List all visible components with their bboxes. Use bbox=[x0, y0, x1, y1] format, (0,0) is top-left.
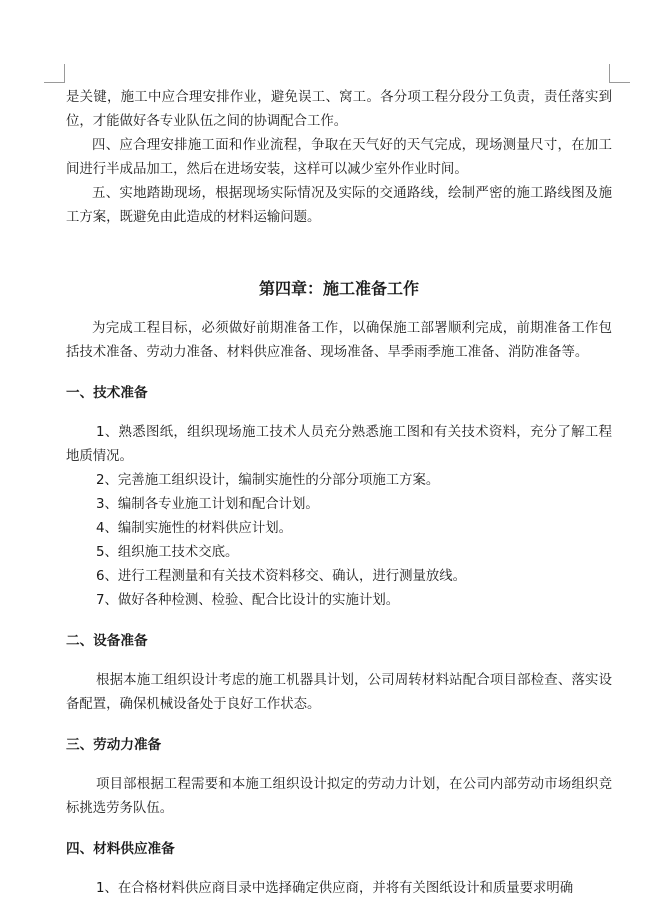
crop-mark-top-left bbox=[44, 64, 65, 83]
list-item: 4、编制实施性的材料供应计划。 bbox=[96, 521, 292, 536]
section-paragraph-labor: 项目部根据工程需要和本施工组织设计拟定的劳动力计划，在公司内部劳动市场组织竞标挑选劳务队伍。 bbox=[66, 777, 612, 816]
list-item: 7、做好各种检测、检验、配合比设计的实施计划。 bbox=[96, 593, 400, 608]
section-title-materials: 四、材料供应准备 bbox=[66, 841, 175, 857]
section-title-labor: 三、劳动力准备 bbox=[66, 737, 162, 753]
paragraph-continued: 是关键，施工中应合理安排作业，避免误工、窝工。各分项工程分段分工负责，责任落实到位，才能做好各专业队伍之间的协调配合工作。 bbox=[66, 90, 612, 129]
list-item: 1、熟悉图纸，组织现场施工技术人员充分熟悉施工图和有关技术资料，充分了解工程地质情况。 bbox=[66, 425, 612, 464]
section-title-equipment: 二、设备准备 bbox=[66, 633, 148, 649]
chapter-intro: 为完成工程目标，必须做好前期准备工作，以确保施工部署顺利完成，前期准备工作包括技术准备、劳动力准备、材料供应准备、现场准备、旱季雨季施工准备、消防准备等。 bbox=[66, 321, 612, 360]
section-title-technical: 一、技术准备 bbox=[66, 385, 148, 401]
chapter-title: 第四章：施工准备工作 bbox=[258, 279, 419, 298]
list-item: 2、完善施工组织设计，编制实施性的分部分项施工方案。 bbox=[96, 473, 440, 488]
list-item: 5、组织施工技术交底。 bbox=[96, 545, 239, 560]
section-paragraph-materials: 1、在合格材料供应商目录中选择确定供应商，并将有关图纸设计和质量要求明确 bbox=[96, 881, 574, 896]
section-paragraph-equipment: 根据本施工组织设计考虑的施工机器具计划，公司周转材料站配合项目部检查、落实设备配置，确保机械设备处于良好工作状态。 bbox=[66, 673, 612, 712]
crop-mark-top-right bbox=[609, 64, 630, 83]
paragraph-item-four: 四、应合理安排施工面和作业流程，争取在天气好的天气完成，现场测量尺寸，在加工间进行半成品加工，然后在进场安装，这样可以减少室外作业时间。 bbox=[66, 138, 612, 177]
paragraph-item-five: 五、实地踏勘现场，根据现场实际情况及实际的交通路线，绘制严密的施工路线图及施工方案，既避免由此造成的材料运输问题。 bbox=[66, 186, 612, 225]
list-item: 3、编制各专业施工计划和配合计划。 bbox=[96, 497, 319, 512]
list-item: 6、进行工程测量和有关技术资料移交、确认，进行测量放线。 bbox=[96, 569, 467, 584]
document-body bbox=[66, 86, 612, 901]
